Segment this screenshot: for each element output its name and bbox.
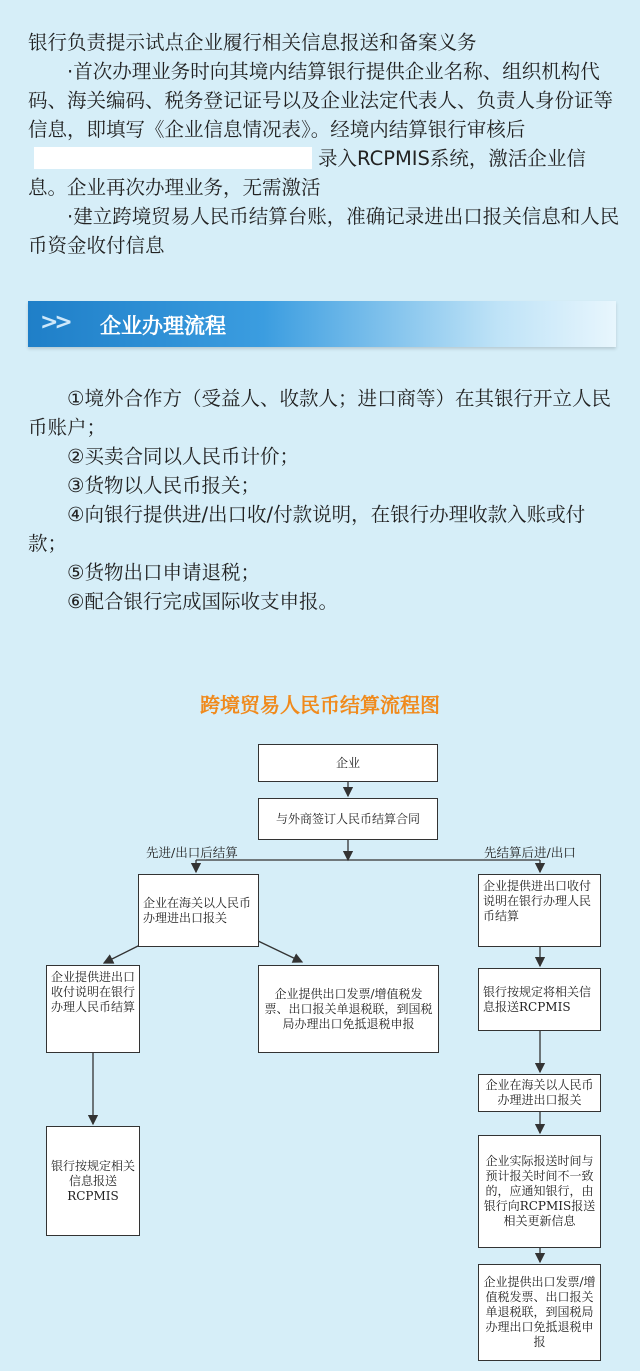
box-left-customs: 企业在海关以人民币办理进出口报关 <box>138 874 259 947</box>
step-item: ②买卖合同以人民币计价； <box>67 445 299 468</box>
box-left-tax: 企业提供出口发票/增值税发票、出口报关单退税联，到国税局办理出口免抵退税申报 <box>258 965 439 1053</box>
box-left-notice: 企业提供进出口收付说明在银行办理人民币结算 <box>46 965 140 1053</box>
box-right-mismatch: 企业实际报送时间与预计报关时间不一致的，应通知银行，由银行向RCPMIS报送相关更新信息 <box>478 1135 601 1248</box>
step-item: ⑤货物出口申请退税； <box>67 561 260 584</box>
box-right-notice: 企业提供进出口收付说明在银行办理人民币结算 <box>478 874 601 947</box>
step-item: ③货物以人民币报关； <box>67 474 260 497</box>
chevron-icon: >> <box>40 310 69 335</box>
label-import-first: 先进/出口后结算 <box>146 845 238 860</box>
step-item: ④向银行提供进/出口收/付款说明，在银行办理收款入账或付款； <box>28 503 586 555</box>
arrow-left-tax <box>256 940 302 962</box>
box-right-bank-report: 银行按规定将相关信息报送RCPMIS <box>478 968 601 1031</box>
intro-heading: 银行负责提示试点企业履行相关信息报送和备案义务 <box>28 31 477 54</box>
box-enterprise: 企业 <box>258 744 438 782</box>
box-left-bank-report: 银行按规定相关信息报送RCPMIS <box>46 1126 140 1236</box>
flowchart-title: 跨境贸易人民币结算流程图 <box>200 693 440 717</box>
step-item: ①境外合作方（受益人、收款人；进口商等）在其银行开立人民币账户； <box>28 387 611 439</box>
intro-bullet-2: ·建立跨境贸易人民币结算台账，准确记录进出口报关信息和人民币资金收付信息 <box>28 205 620 257</box>
box-right-tax: 企业提供出口发票/增值税发票、出口报关单退税联，到国税局办理出口免抵退税申报 <box>478 1264 601 1361</box>
step-item: ⑥配合银行完成国际收支申报。 <box>67 590 338 613</box>
box-right-customs: 企业在海关以人民币办理进出口报关 <box>478 1074 601 1112</box>
intro-bullet-1-post: 录入RCPMIS系统，激活企业信息。企业再次办理业务，无需激活 <box>28 147 586 199</box>
section-title: 企业办理流程 <box>100 314 226 338</box>
box-contract: 与外商签订人民币结算合同 <box>258 798 438 840</box>
label-settle-first: 先结算后进/出口 <box>484 845 576 860</box>
intro-bullet-1-pre: ·首次办理业务时向其境内结算银行提供企业名称、组织机构代码、海关编码、税务登记证号以及企业法定代表人、负责人身份证等信息，即填写《企业信息情况表》。经境内结算银行审核后 <box>28 60 614 141</box>
